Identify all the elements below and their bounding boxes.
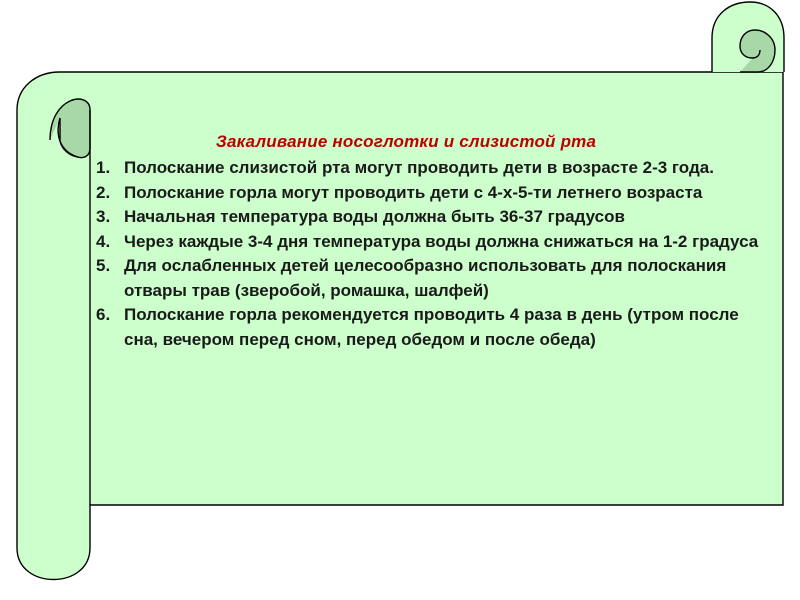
item-number: 2.	[96, 182, 111, 202]
item-number: 3.	[96, 207, 111, 226]
rules-list	[96, 156, 766, 352]
item-text: Через каждые 3-4 дня температура воды должна снижаться на 1-2 градуса	[124, 231, 759, 251]
list-item	[96, 303, 766, 352]
list-item	[96, 254, 766, 303]
slide-title: Закаливание носоглотки и слизистой рта	[215, 132, 597, 151]
list-item	[96, 156, 766, 181]
list-item	[96, 205, 766, 230]
item-number: 4.	[96, 231, 111, 251]
list-item	[96, 181, 766, 206]
slide-content	[96, 132, 766, 352]
item-text: Полоскание горла могут проводить дети с 4-х-5-ти летнего возраста	[124, 182, 703, 202]
item-number: 5.	[96, 256, 111, 275]
list-item	[96, 230, 766, 255]
item-text: Для ослабленных детей целесообразно использовать для полоскания отвары трав (зверобой, ромашка, шалфей)	[124, 256, 727, 300]
item-text: Полоскание горла рекомендуется проводить 4 раза в день (утром после сна, вечером перед сном, перед обедом и после обеда)	[124, 305, 739, 349]
item-text: Полоскание слизистой рта могут проводить дети в возрасте 2-3 года.	[124, 158, 714, 177]
item-number: 6.	[96, 305, 111, 324]
item-text: Начальная температура воды должна быть 36-37 градусов	[124, 207, 625, 226]
item-number: 1.	[96, 158, 111, 177]
